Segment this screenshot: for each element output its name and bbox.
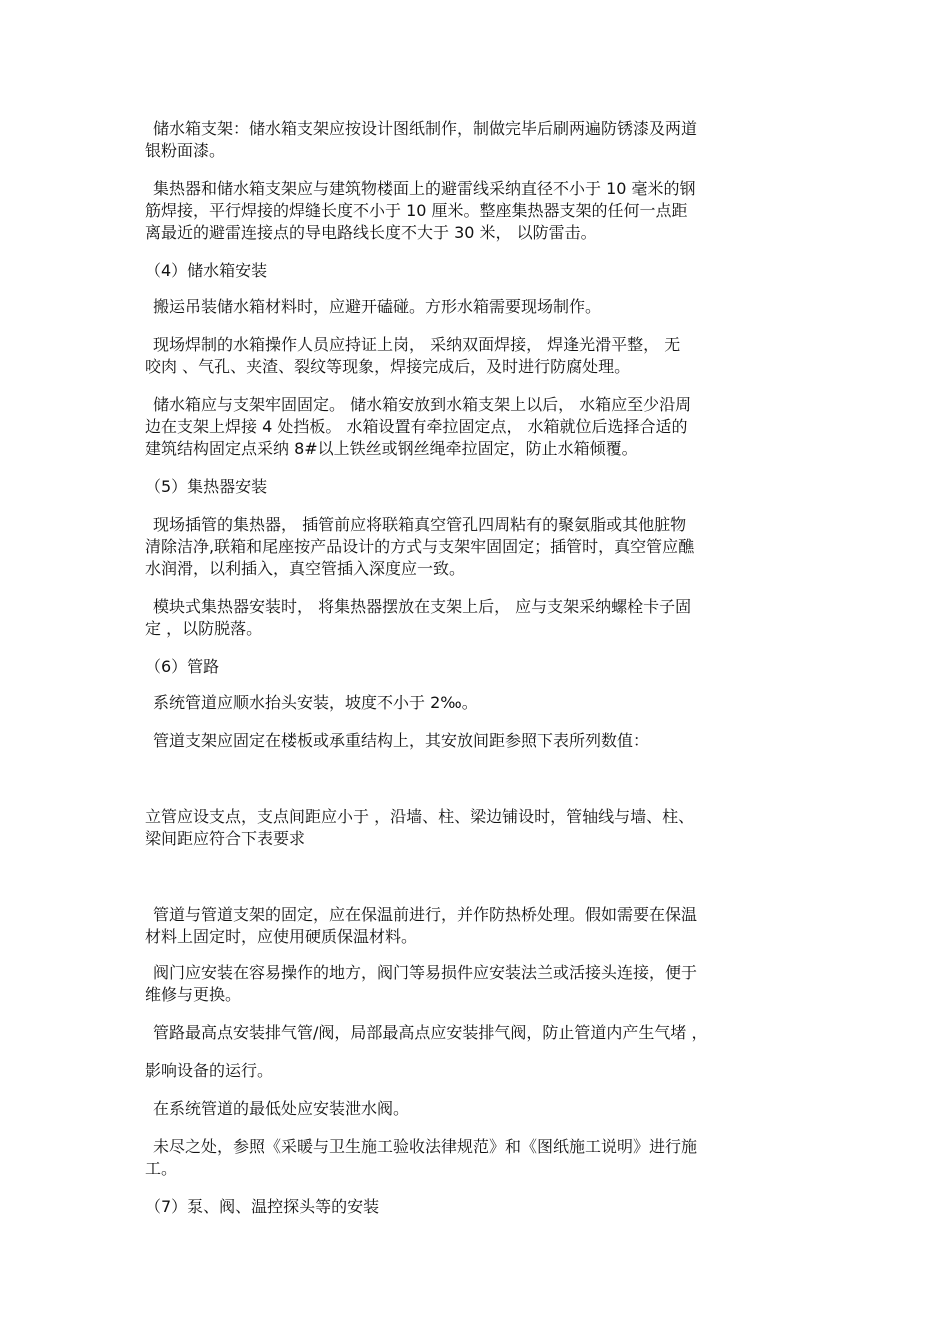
paragraph-tank-bracket xyxy=(145,118,823,162)
paragraph-tube-insertion xyxy=(145,514,823,580)
text-line: 水润滑，以利插入，真空管插入深度应一致。 xyxy=(145,559,466,578)
text-line: 立管应设支点，支点间距应小于 ，沿墙、柱、梁边铺设时，管轴线与墙、柱、 xyxy=(145,807,695,826)
text-line: 集热器和储水箱支架应与建筑物楼面上的避雷线采纳直径不小于 10 毫米的钢 xyxy=(153,179,696,198)
heading-piping xyxy=(145,656,815,678)
paragraph-pipe-slope xyxy=(145,692,823,714)
text-line: 材料上固定时，应使用硬质保温材料。 xyxy=(145,927,418,946)
paragraph-modular-collector xyxy=(145,596,823,640)
paragraph-reference-standards xyxy=(145,1136,823,1180)
text-line: 清除洁净,联箱和尾座按产品设计的方式与支架牢固固定；插管时，真空管应醮 xyxy=(145,537,695,556)
text-line: 建筑结构固定点采纳 8#以上铁丝或钢丝绳牵拉固定，防止水箱倾覆。 xyxy=(145,439,638,458)
paragraph-pipe-fixing xyxy=(145,904,823,948)
text-line: 储水箱支架：储水箱支架应按设计图纸制作，制做完毕后刷两遍防锈漆及两道 xyxy=(153,119,698,138)
paragraph-lightning-grounding xyxy=(145,178,823,244)
text-line: 模块式集热器安装时， 将集热器摆放在支架上后， 应与支架采纳螺栓卡子固 xyxy=(153,597,692,616)
heading-tank-install xyxy=(145,260,815,282)
text-line: 梁间距应符合下表要求 xyxy=(145,829,306,848)
text-line: 未尽之处，参照《采暖与卫生施工验收法律规范》和《图纸施工说明》进行施 xyxy=(153,1137,698,1156)
text-line: 工。 xyxy=(145,1159,178,1178)
text-line: 咬肉 、气孔、夹渣、裂纹等现象，焊接完成后，及时进行防腐处理。 xyxy=(145,357,631,376)
text-line: 现场焊制的水箱操作人员应持证上岗， 采纳双面焊接， 焊逢光滑平整， 无 xyxy=(153,335,681,354)
paragraph-drain-valve xyxy=(145,1098,823,1120)
text-line: 影响设备的运行。 xyxy=(145,1061,274,1080)
text-line: 管路最高点安装排气管/阀，局部最高点应安装排气阀，防止管道内产生气堵 ， xyxy=(153,1023,708,1042)
text-line: 边在支架上焊接 4 处挡板。 水箱设置有牵拉固定点， 水箱就位后选择合适的 xyxy=(145,417,688,436)
text-line: 在系统管道的最低处应安装泄水阀。 xyxy=(153,1099,410,1118)
paragraph-riser-supports xyxy=(145,806,815,850)
text-line: 离最近的避雷连接点的导电路线长度不大于 30 米， 以防雷击。 xyxy=(145,223,597,242)
heading-text: （7）泵、阀、温控探头等的安装 xyxy=(145,1197,380,1216)
text-line: 搬运吊装储水箱材料时，应避开磕碰。方形水箱需要现场制作。 xyxy=(153,297,602,316)
text-line: 现场插管的集热器， 插管前应将联箱真空管孔四周粘有的聚氨脂或其他脏物 xyxy=(153,515,687,534)
paragraph-valve-install xyxy=(145,962,823,1006)
paragraph-pipe-supports xyxy=(145,730,823,752)
text-line: 管道与管道支架的固定，应在保温前进行，并作防热桥处理。假如需要在保温 xyxy=(153,905,698,924)
paragraph-tank-fixing xyxy=(145,394,823,460)
heading-text: （4）储水箱安装 xyxy=(145,261,268,280)
heading-text: （5）集热器安装 xyxy=(145,477,268,496)
text-line: 管道支架应固定在楼板或承重结构上，其安放间距参照下表所列数值： xyxy=(153,731,650,750)
text-line: 维修与更换。 xyxy=(145,985,242,1004)
text-line: 筋焊接，平行焊接的焊缝长度不小于 10 厘米。整座集热器支架的任何一点距 xyxy=(145,201,688,220)
heading-collector-install xyxy=(145,476,815,498)
paragraph-air-vent-cont xyxy=(145,1060,815,1082)
text-line: 阀门应安装在容易操作的地方，阀门等易损件应安装法兰或活接头连接，便于 xyxy=(153,963,698,982)
text-line: 定 ，以防脱落。 xyxy=(145,619,263,638)
text-line: 银粉面漆。 xyxy=(145,141,226,160)
text-line: 储水箱应与支架牢固固定。 储水箱安放到水箱支架上以后， 水箱应至少沿周 xyxy=(153,395,692,414)
text-line: 系统管道应顺水抬头安装，坡度不小于 2‰。 xyxy=(153,693,478,712)
paragraph-tank-transport xyxy=(145,296,823,318)
paragraph-tank-welding xyxy=(145,334,823,378)
heading-text: （6）管路 xyxy=(145,657,220,676)
heading-pump-valve-install xyxy=(145,1196,815,1218)
paragraph-air-vent xyxy=(145,1022,823,1044)
